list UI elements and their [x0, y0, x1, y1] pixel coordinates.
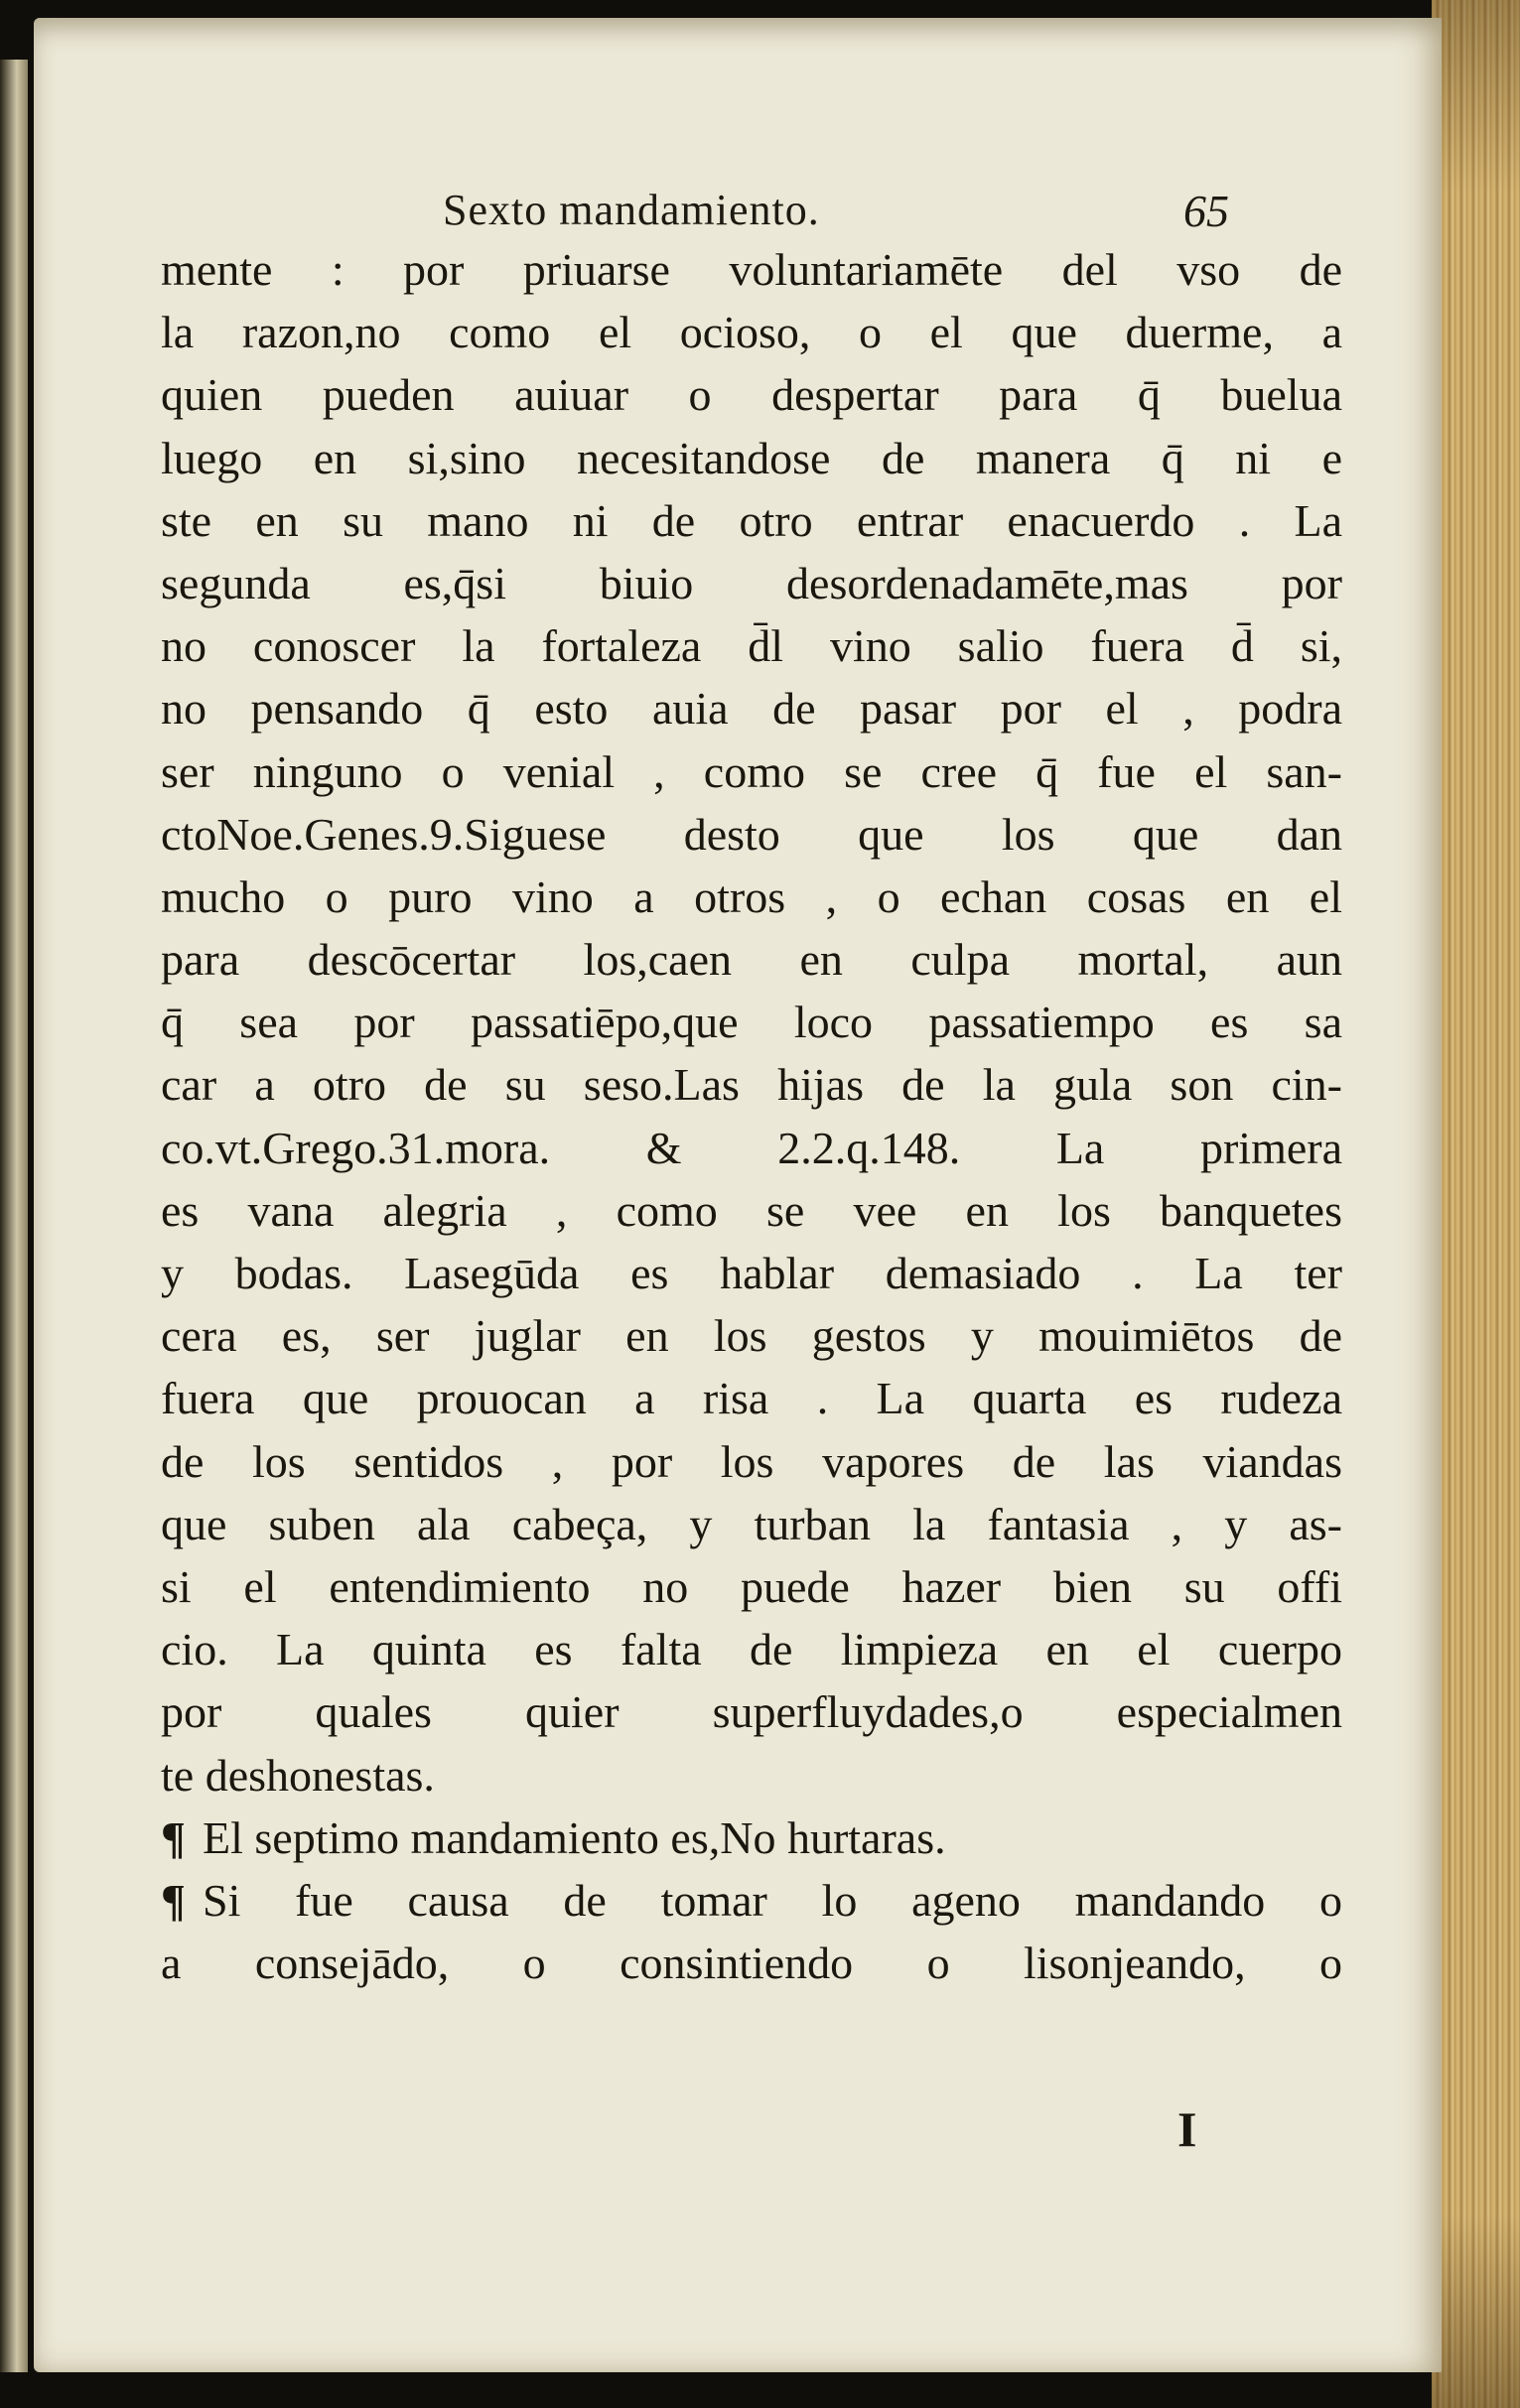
pilcrow-mark: ¶ — [161, 1811, 186, 1863]
text-line: ser ninguno o venial , como se cree q̄ fue el san- — [161, 745, 1342, 797]
body-text — [161, 238, 1342, 1994]
running-title: Sexto mandamiento. — [443, 186, 820, 234]
text-line: quien pueden auiuar o despertar para q̄ buelua — [161, 369, 1342, 421]
paragraph-heading — [161, 1806, 1342, 1869]
text-line: es vana alegria , como se vee en los banquetes — [161, 1184, 1342, 1236]
paragraph-text: El septimo mandamiento es,No hurtaras. — [203, 1811, 946, 1863]
text-line: que suben ala cabeça, y turban la fantasia , y as- — [161, 1498, 1342, 1549]
text-line: y bodas. Lasegūda es hablar demasiado . La ter — [161, 1248, 1342, 1298]
text-line: por quales quier superfluydades,o especialmen — [161, 1686, 1342, 1738]
text-line: para descōcertar los,caen en culpa mortal, aun — [161, 934, 1342, 986]
paragraph-text: Si fue causa de tomar lo ageno mandando o — [203, 1874, 1342, 1926]
text-line: te deshonestas. — [161, 1749, 435, 1801]
text-line: segunda es,q̄si biuio desordenadamēte,mas por — [161, 557, 1342, 608]
page-fore-edge — [1432, 0, 1520, 2408]
text-line: mente : por priuarse voluntariamēte del vso de — [161, 244, 1342, 295]
text-line: ctoNoe.Genes.9.Siguese desto que los que dan — [161, 808, 1342, 860]
text-line: no pensando q̄ esto auia de pasar por el , podra — [161, 683, 1342, 735]
pilcrow-mark: ¶ — [161, 1874, 186, 1926]
page-header — [34, 185, 1442, 240]
text-line: luego en si,sino necesitandose de manera q̄ ni e — [161, 432, 1342, 483]
text-line: de los sentidos , por los vapores de las viandas — [161, 1435, 1342, 1487]
paragraph-line — [161, 1869, 1342, 1932]
text-line: ste en su mano ni de otro entrar enacuerdo . La — [161, 494, 1342, 546]
text-line: car a otro de su seso.Las hijas de la gula son cin- — [161, 1059, 1342, 1111]
text-line: co.vt.Grego.31.mora. & 2.2.q.148. La primera — [161, 1122, 1342, 1173]
text-line: no conoscer la fortaleza d̄l vino salio fuera d̄ si, — [161, 620, 1342, 672]
text-line: cio. La quinta es falta de limpieza en el cuerpo — [161, 1624, 1342, 1675]
binding-edge — [0, 60, 28, 2372]
folio-number: 65 — [1183, 186, 1229, 236]
text-line: a consejādo, o consintiendo o lisonjeando, o — [161, 1938, 1342, 1989]
text-line: q̄ sea por passatiēpo,que loco passatiempo es sa — [161, 997, 1342, 1048]
text-line: mucho o puro vino a otros , o echan cosas en el — [161, 870, 1342, 922]
book-page — [34, 18, 1442, 2372]
signature-mark: I — [1177, 2101, 1197, 2157]
text-line: cera es, ser juglar en los gestos y mouimiētos de — [161, 1310, 1342, 1362]
text-line: si el entendimiento no puede hazer bien su offi — [161, 1560, 1342, 1612]
text-line: fuera que prouocan a risa . La quarta es rudeza — [161, 1373, 1342, 1424]
text-line: la razon,no como el ocioso, o el que duerme, a — [161, 307, 1342, 358]
